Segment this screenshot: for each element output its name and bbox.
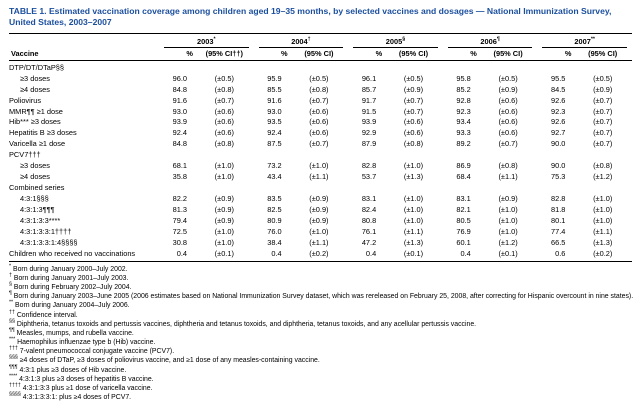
percent-value: 92.3 xyxy=(456,106,471,116)
year-label: 2006 xyxy=(480,36,497,46)
percent-value: 80.8 xyxy=(361,215,377,225)
footnote-symbol: † xyxy=(9,272,12,279)
percent-value: 43.4 xyxy=(267,172,282,182)
percent-value: 85.7 xyxy=(361,84,377,94)
percent-value: 53.7 xyxy=(361,172,377,182)
ci-value: (±1.0) xyxy=(593,193,613,203)
ci-value: (±0.6) xyxy=(403,128,424,138)
footnote-text: Born during January 2001–July 2003. xyxy=(11,274,129,282)
ci-value: (±1.0) xyxy=(309,226,329,236)
ci-value: (±0.9) xyxy=(214,193,234,203)
year-label: 2007 xyxy=(574,36,591,46)
footnote-symbol: ††† xyxy=(9,346,18,352)
vaccine-label: ≥4 doses xyxy=(20,172,50,182)
percent-value: 96.0 xyxy=(172,73,187,83)
percent-value: 83.5 xyxy=(267,193,282,203)
footnote-symbol: * xyxy=(9,263,12,270)
ci-value: (±0.5) xyxy=(593,73,613,83)
footnote-symbol: §§ xyxy=(9,318,15,325)
footnote-text: Born during February 2002–July 2004. xyxy=(11,284,132,292)
percent-value: 82.2 xyxy=(172,193,187,203)
footnote-symbol: ** xyxy=(9,300,14,307)
percent-value: 0.6 xyxy=(537,248,573,261)
vaccine-label: Combined series xyxy=(9,182,65,192)
percent-value: 91.7 xyxy=(361,95,377,105)
percent-value: 38.4 xyxy=(267,237,282,247)
ci-value: (±0.7) xyxy=(593,117,613,127)
ci-value: (±0.9) xyxy=(214,215,234,225)
percent-value: 82.4 xyxy=(361,204,377,214)
percent-value: 82.1 xyxy=(456,204,471,214)
ci-value: (±1.0) xyxy=(593,215,613,225)
year-footnote-mark: § xyxy=(402,36,406,43)
year-header-2006 xyxy=(443,34,538,48)
ci-value: (±1.0) xyxy=(214,237,234,247)
ci-value: (±0.7) xyxy=(593,128,613,138)
ci-value: (±0.9) xyxy=(214,204,234,214)
vaccine-label: 4:3:1:3:3:1†††† xyxy=(20,226,72,236)
ci-value: (±0.7) xyxy=(309,95,329,105)
ci-value: (±0.5) xyxy=(498,73,518,83)
footnote-text: Born during January 2004–July 2006. xyxy=(13,302,130,310)
ci-value: (±0.7) xyxy=(309,139,329,149)
percent-value: 93.3 xyxy=(456,128,471,138)
vaccine-label: Poliovirus xyxy=(9,95,42,105)
ci-value: (±1.3) xyxy=(403,237,424,247)
ci-value: (±0.6) xyxy=(498,117,518,127)
vaccine-label: ≥3 doses xyxy=(20,161,50,171)
percent-value: 92.6 xyxy=(551,95,566,105)
percent-value: 93.0 xyxy=(172,106,187,116)
table-row xyxy=(9,74,632,85)
percent-value: 95.5 xyxy=(551,73,566,83)
percent-value: 95.9 xyxy=(267,73,282,83)
footnote-text: 4:3:1 plus ≥3 doses of Hib vaccine. xyxy=(17,366,127,374)
footnote-text: Born during January 2000–July 2002. xyxy=(11,265,128,273)
ci-value: (±1.0) xyxy=(403,215,424,225)
year-header-2005 xyxy=(348,34,443,48)
table-row xyxy=(9,106,632,117)
ci-value: (±1.0) xyxy=(498,204,518,214)
empty-cell xyxy=(159,150,632,161)
percent-value: 81.8 xyxy=(551,204,566,214)
table-row xyxy=(9,96,632,107)
empty-cell xyxy=(159,61,632,74)
percent-value: 79.4 xyxy=(172,215,187,225)
footnote-symbol: ¶¶¶ xyxy=(9,364,18,371)
percent-value: 95.8 xyxy=(456,73,471,83)
percent-value: 68.1 xyxy=(172,161,187,171)
percent-value: 80.5 xyxy=(456,215,471,225)
percent-value: 76.9 xyxy=(456,226,471,236)
footnote-text: Measles, mumps, and rubella vaccine. xyxy=(14,329,134,337)
percent-value: 35.8 xyxy=(172,172,187,182)
footnote xyxy=(9,274,639,283)
ci-value: (±0.6) xyxy=(309,128,329,138)
year-header-row xyxy=(9,34,632,48)
table-row xyxy=(9,85,632,96)
percent-header: % xyxy=(159,48,195,61)
percent-value: 76.1 xyxy=(361,226,377,236)
ci-value: (±0.6) xyxy=(498,128,518,138)
percent-value: 85.2 xyxy=(456,84,471,94)
percent-value: 91.5 xyxy=(361,106,377,116)
table-row xyxy=(9,238,632,249)
ci-value: (±0.9) xyxy=(498,193,518,203)
percent-value: 0.4 xyxy=(443,248,479,261)
footnote-text: Diphtheria, tetanus toxoids and pertussis vaccines, diphtheria and tetanus toxoids, and diphtheria, tetanus toxoids, and any acellular pertussis vaccine. xyxy=(14,320,477,328)
ci-value: (±1.0) xyxy=(498,226,518,236)
table-row xyxy=(9,139,632,150)
vaccine-label: ≥3 doses xyxy=(20,73,50,83)
table-row xyxy=(9,117,632,128)
percent-value: 92.8 xyxy=(456,95,471,105)
footnote-text: 4:3:1:3:3 plus ≥1 dose of varicella vaccine. xyxy=(20,384,153,392)
ci-value: (±0.6) xyxy=(214,106,234,116)
percent-value: 91.6 xyxy=(172,95,187,105)
ci-value: (±0.5) xyxy=(403,73,424,83)
ci-value: (±0.8) xyxy=(498,161,518,171)
ci-value: (±0.9) xyxy=(403,84,424,94)
ci-value: (±0.9) xyxy=(498,84,518,94)
percent-value: 82.8 xyxy=(551,193,566,203)
percent-value: 93.4 xyxy=(456,117,471,127)
ci-value: (±1.0) xyxy=(214,226,234,236)
percent-value: 47.2 xyxy=(361,237,377,247)
ci-value: (±0.1) xyxy=(384,248,443,261)
ci-value: (±0.7) xyxy=(403,106,424,116)
ci-value: (±0.7) xyxy=(403,95,424,105)
percent-value: 68.4 xyxy=(456,172,471,182)
footnote xyxy=(9,320,639,329)
ci-value: (±0.1) xyxy=(479,248,538,261)
percent-value: 85.5 xyxy=(267,84,282,94)
percent-value: 80.1 xyxy=(551,215,566,225)
ci-value: (±0.6) xyxy=(498,106,518,116)
percent-value: 80.9 xyxy=(267,215,282,225)
vaccine-label: 4:3:1:3:3:1:4§§§§ xyxy=(20,237,78,247)
ci-value: (±1.0) xyxy=(403,161,424,171)
ci-value: (±1.0) xyxy=(498,215,518,225)
percent-value: 93.5 xyxy=(267,117,282,127)
percent-value: 87.5 xyxy=(267,139,282,149)
ci-value: (±0.7) xyxy=(498,139,518,149)
section-row xyxy=(9,61,632,74)
percent-value: 92.9 xyxy=(361,128,377,138)
percent-value: 92.4 xyxy=(172,128,187,138)
ci-value: (±0.9) xyxy=(593,84,613,94)
percent-header: % xyxy=(443,48,479,61)
footnote-text: 4:3:1:3:3:1: plus ≥4 doses of PCV7. xyxy=(20,394,132,402)
table-row xyxy=(9,216,632,227)
footnote xyxy=(9,384,639,393)
vaccine-label: Children who received no vaccinations xyxy=(9,248,159,261)
percent-value: 76.0 xyxy=(267,226,282,236)
ci-value: (±1.1) xyxy=(309,172,329,182)
ci-value: (±0.6) xyxy=(214,128,234,138)
percent-value: 0.4 xyxy=(159,248,195,261)
footnote xyxy=(9,347,639,356)
footnote-symbol: †† xyxy=(9,309,15,316)
percent-value: 89.2 xyxy=(456,139,471,149)
ci-value: (±0.2) xyxy=(573,248,632,261)
ci-value: (±0.6) xyxy=(309,106,329,116)
footnote xyxy=(9,265,639,274)
ci-value: (±1.2) xyxy=(498,237,518,247)
footnote-symbol: *** xyxy=(9,336,16,343)
ci-value: (±0.7) xyxy=(214,95,234,105)
year-header-2007 xyxy=(537,34,632,48)
ci-value: (±0.9) xyxy=(309,193,329,203)
ci-value: (±0.7) xyxy=(593,139,613,149)
ci-value: (±1.0) xyxy=(214,161,234,171)
ci-value: (±1.3) xyxy=(593,237,613,247)
vaccine-label: PCV7††† xyxy=(9,150,41,160)
percent-value: 77.4 xyxy=(551,226,566,236)
table-row xyxy=(9,161,632,172)
ci-value: (±1.3) xyxy=(403,172,424,182)
percent-value: 0.4 xyxy=(348,248,384,261)
ci-value: (±0.1) xyxy=(195,248,254,261)
footnote xyxy=(9,375,639,384)
percent-value: 84.8 xyxy=(172,139,187,149)
percent-value: 92.4 xyxy=(267,128,282,138)
percent-value: 82.5 xyxy=(267,204,282,214)
year-footnote-mark: ** xyxy=(590,36,595,43)
percent-value: 84.5 xyxy=(551,84,566,94)
percent-value: 91.6 xyxy=(267,95,282,105)
ci-value: (±1.1) xyxy=(403,226,424,236)
percent-value: 92.6 xyxy=(551,117,566,127)
vaccination-coverage-table xyxy=(9,33,632,261)
vaccine-label: Hib*** ≥3 doses xyxy=(9,117,61,127)
ci-value: (±0.6) xyxy=(309,117,329,127)
table-body xyxy=(9,61,632,261)
ci-value: (±1.0) xyxy=(214,172,234,182)
percent-value: 81.3 xyxy=(172,204,187,214)
percent-value: 93.0 xyxy=(267,106,282,116)
vaccine-label: 4:3:1:3:3**** xyxy=(20,215,61,225)
percent-header: % xyxy=(537,48,573,61)
percent-value: 92.7 xyxy=(551,128,566,138)
footnote xyxy=(9,292,639,301)
percent-value: 90.0 xyxy=(551,161,566,171)
percent-value: 86.9 xyxy=(456,161,471,171)
ci-value: (±1.1) xyxy=(498,172,518,182)
vaccine-label: Varicella ≥1 dose xyxy=(9,139,66,149)
ci-header: (95% CI††) xyxy=(195,48,254,61)
vaccine-label: 4:3:1:3¶¶¶ xyxy=(20,204,55,214)
percent-value: 87.9 xyxy=(361,139,377,149)
year-header-2004 xyxy=(254,34,349,48)
footnote xyxy=(9,366,639,375)
percent-header: % xyxy=(254,48,290,61)
table-row xyxy=(9,227,632,238)
percent-value: 83.1 xyxy=(456,193,471,203)
percent-value: 92.3 xyxy=(551,106,566,116)
ci-value: (±0.9) xyxy=(309,204,329,214)
footnote-text: Haemophilus influenzae type b (Hib) vaccine. xyxy=(15,339,156,347)
footnote xyxy=(9,301,639,310)
ci-value: (±0.7) xyxy=(593,95,613,105)
table-row xyxy=(9,194,632,205)
ci-value: (±0.8) xyxy=(593,161,613,171)
table-row xyxy=(9,205,632,216)
percent-header: % xyxy=(348,48,384,61)
empty-cell xyxy=(159,183,632,194)
year-label: 2005 xyxy=(385,36,403,46)
ci-value: (±1.1) xyxy=(593,226,613,236)
ci-header: (95% CI) xyxy=(479,48,538,61)
footnote xyxy=(9,283,639,292)
ci-value: (±0.6) xyxy=(214,117,234,127)
percent-value: 93.9 xyxy=(172,117,187,127)
footnote xyxy=(9,311,639,320)
vaccine-label: ≥4 doses xyxy=(20,84,50,94)
footnote xyxy=(9,356,639,365)
ci-value: (±1.0) xyxy=(403,204,424,214)
footnote-symbol: ¶ xyxy=(9,290,12,297)
vaccine-column-header: Vaccine xyxy=(9,48,159,61)
footnote xyxy=(9,329,639,338)
ci-value: (±0.5) xyxy=(309,73,329,83)
table-row xyxy=(9,172,632,183)
year-label: 2003 xyxy=(197,36,214,46)
ci-value: (±0.8) xyxy=(214,84,234,94)
footnote-symbol: §§§ xyxy=(9,355,18,362)
ci-value: (±1.0) xyxy=(403,193,424,203)
year-footnote-mark: † xyxy=(307,36,311,43)
ci-value: (±0.7) xyxy=(593,106,613,116)
ci-value: (±0.9) xyxy=(309,215,329,225)
percent-value: 0.4 xyxy=(254,248,290,261)
ci-value: (±1.0) xyxy=(309,161,329,171)
year-header-spacer xyxy=(9,34,159,48)
table-title: TABLE 1. Estimated vaccination coverage among children aged 19–35 months, by selected vaccines and dosages — National Immunization Survey, United States, 2003–2007 xyxy=(9,6,612,28)
ci-header: (95% CI) xyxy=(290,48,349,61)
table-row xyxy=(9,128,632,139)
percent-value: 96.1 xyxy=(361,73,377,83)
ci-header: (95% CI) xyxy=(573,48,632,61)
percent-value: 84.8 xyxy=(172,84,187,94)
percent-value: 73.2 xyxy=(267,161,282,171)
year-footnote-mark: * xyxy=(213,36,216,43)
percent-value: 90.0 xyxy=(551,139,566,149)
ci-value: (±0.6) xyxy=(403,117,424,127)
ci-value: (±1.1) xyxy=(309,237,329,247)
percent-value: 82.8 xyxy=(361,161,377,171)
footnote-symbol: †††† xyxy=(9,382,21,389)
ci-value: (±0.5) xyxy=(214,73,234,83)
percent-value: 83.1 xyxy=(361,193,377,203)
ci-value: (±0.8) xyxy=(403,139,424,149)
footnote-symbol: §§§§ xyxy=(9,391,21,398)
ci-value: (±1.0) xyxy=(593,204,613,214)
footnote-text: Born during January 2003–June 2005 (2006 estimates based on National Immunization Survey dataset, which was rereleased on February 25, 2008, after correcting for Hispanic overcount in nine states). xyxy=(11,293,634,301)
section-row xyxy=(9,183,632,194)
ci-value: (±0.2) xyxy=(290,248,349,261)
footnote-text: 4:3:1:3 plus ≥3 doses of hepatitis B vaccine. xyxy=(17,375,154,383)
footnote xyxy=(9,338,639,347)
ci-header: (95% CI) xyxy=(384,48,443,61)
ci-value: (±0.8) xyxy=(214,139,234,149)
year-footnote-mark: ¶ xyxy=(496,36,500,43)
footnote-symbol: ¶¶ xyxy=(9,327,15,334)
footnote-symbol: **** xyxy=(9,373,18,380)
year-label: 2004 xyxy=(291,36,308,46)
vaccine-label: DTP/DT/DTaP§§ xyxy=(9,62,65,72)
vaccine-label: 4:3:1§§§ xyxy=(20,193,49,203)
table-row xyxy=(9,248,632,261)
footnote-symbol: § xyxy=(9,281,12,288)
vaccine-label: MMR¶¶ ≥1 dose xyxy=(9,106,63,116)
percent-value: 93.9 xyxy=(361,117,377,127)
percent-value: 66.5 xyxy=(551,237,566,247)
subheader-row xyxy=(9,48,632,61)
ci-value: (±1.2) xyxy=(593,172,613,182)
section-row xyxy=(9,150,632,161)
percent-value: 60.1 xyxy=(456,237,471,247)
year-header-2003 xyxy=(159,34,254,48)
footnote-text: 7-valent pneumococcal conjugate vaccine (PCV7). xyxy=(17,348,175,356)
percent-value: 30.8 xyxy=(172,237,187,247)
footnotes xyxy=(9,265,639,403)
ci-value: (±0.6) xyxy=(498,95,518,105)
ci-value: (±0.8) xyxy=(309,84,329,94)
footnote-text: ≥4 doses of DTaP, ≥3 doses of poliovirus vaccine, and ≥1 dose of any measles-containing vaccine. xyxy=(17,357,320,365)
vaccine-label: Hepatitis B ≥3 doses xyxy=(9,128,77,138)
footnote-text: Confidence interval. xyxy=(14,311,78,319)
footnote xyxy=(9,393,639,402)
percent-value: 72.5 xyxy=(172,226,187,236)
percent-value: 75.3 xyxy=(551,172,566,182)
